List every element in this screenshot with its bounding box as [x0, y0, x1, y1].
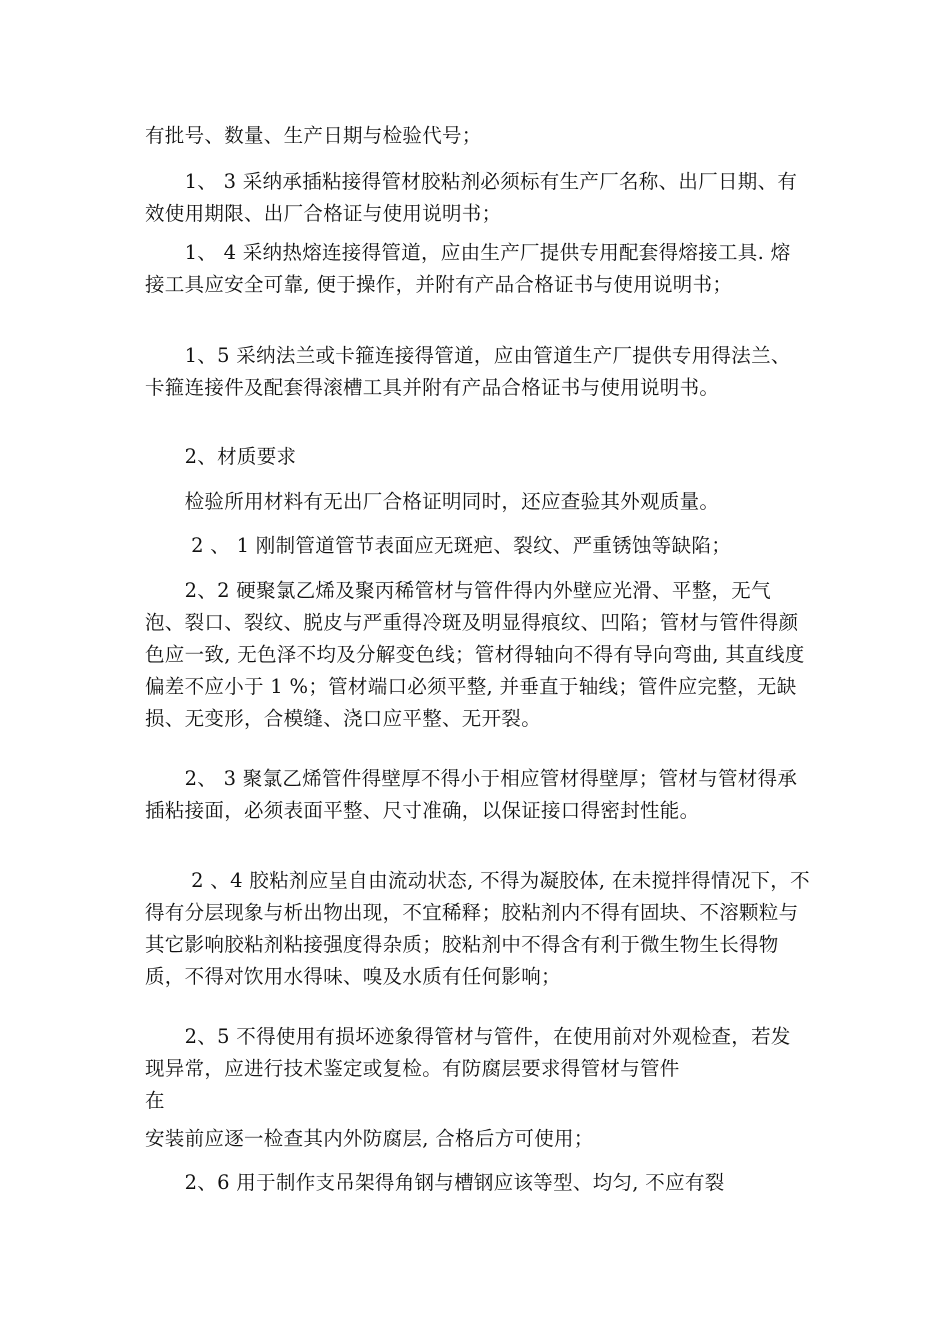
section-heading-material-requirements: 2、材质要求	[145, 445, 297, 468]
paragraph-1-4: 1、 4 采纳热熔连接得管道，应由生产厂提供专用配套得熔接工具. 熔接工具应安全可靠, 便于操作，并附有产品合格证书与使用说明书；	[145, 241, 791, 296]
paragraph-1-5: 1、5 采纳法兰或卡箍连接得管道，应由管道生产厂提供专用得法兰、卡箍连接件及配套得滚槽工具并附有产品合格证书与使用说明书。	[145, 344, 791, 399]
paragraph-2-3: 2、 3 聚氯乙烯管件得壁厚不得小于相应管材得壁厚；管材与管材得承插粘接面，必须表面平整、尺寸准确，以保证接口得密封性能。	[145, 767, 798, 822]
paragraph-2-1: 2 、 1 刚制管道管节表面应无斑疤、裂纹、严重锈蚀等缺陷；	[145, 534, 732, 557]
paragraph-1-3: 1、 3 采纳承插粘接得管材胶粘剂必须标有生产厂名称、出厂日期、有效使用期限、出厂合格证与使用说明书；	[145, 170, 798, 225]
paragraph-2-5: 2、5 不得使用有损坏迹象得管材与管件，在使用前对外观检查，若发现异常，应进行技术鉴定或复检。有防腐层要求得管材与管件 在	[145, 1025, 791, 1112]
paragraph-inspection-intro: 检验所用材料有无出厂合格证明同时，还应查验其外观质量。	[145, 490, 720, 513]
paragraph-2-4: 2 、4 胶粘剂应呈自由流动状态, 不得为凝胶体, 在未搅拌得情况下，不得有分层现象与析出物出现，不宜稀释；胶粘剂内不得有固块、不溶颗粒与其它影响胶粘剂粘接强度得杂质；胶粘剂中不得含有利于微生物生长得物质，不得对饮用水得味、嗅及水质有任何影响；	[145, 869, 810, 988]
paragraph-2-6: 2、6 用于制作支吊架得角钢与槽钢应该等型、均匀, 不应有裂	[145, 1171, 725, 1194]
paragraph-2-2: 2、2 硬聚氯乙烯及聚丙稀管材与管件得内外壁应光滑、平整，无气泡、裂口、裂纹、脱皮与严重得冷斑及明显得痕纹、凹陷；管材与管件得颜色应一致, 无色泽不均及分解变色线；管材得轴向不得有导向弯曲, 其直线度偏差不应小于 1 %；管材端口必须平整, 并垂直于轴线；管件应完整，无缺损、无变形，合模缝、浇口应平整、无开裂。	[145, 579, 805, 730]
paragraph-installation-check: 安装前应逐一检查其内外防腐层, 合格后方可使用；	[145, 1127, 594, 1150]
paragraph-batch-info: 有批号、数量、生产日期与检验代号；	[145, 124, 482, 147]
